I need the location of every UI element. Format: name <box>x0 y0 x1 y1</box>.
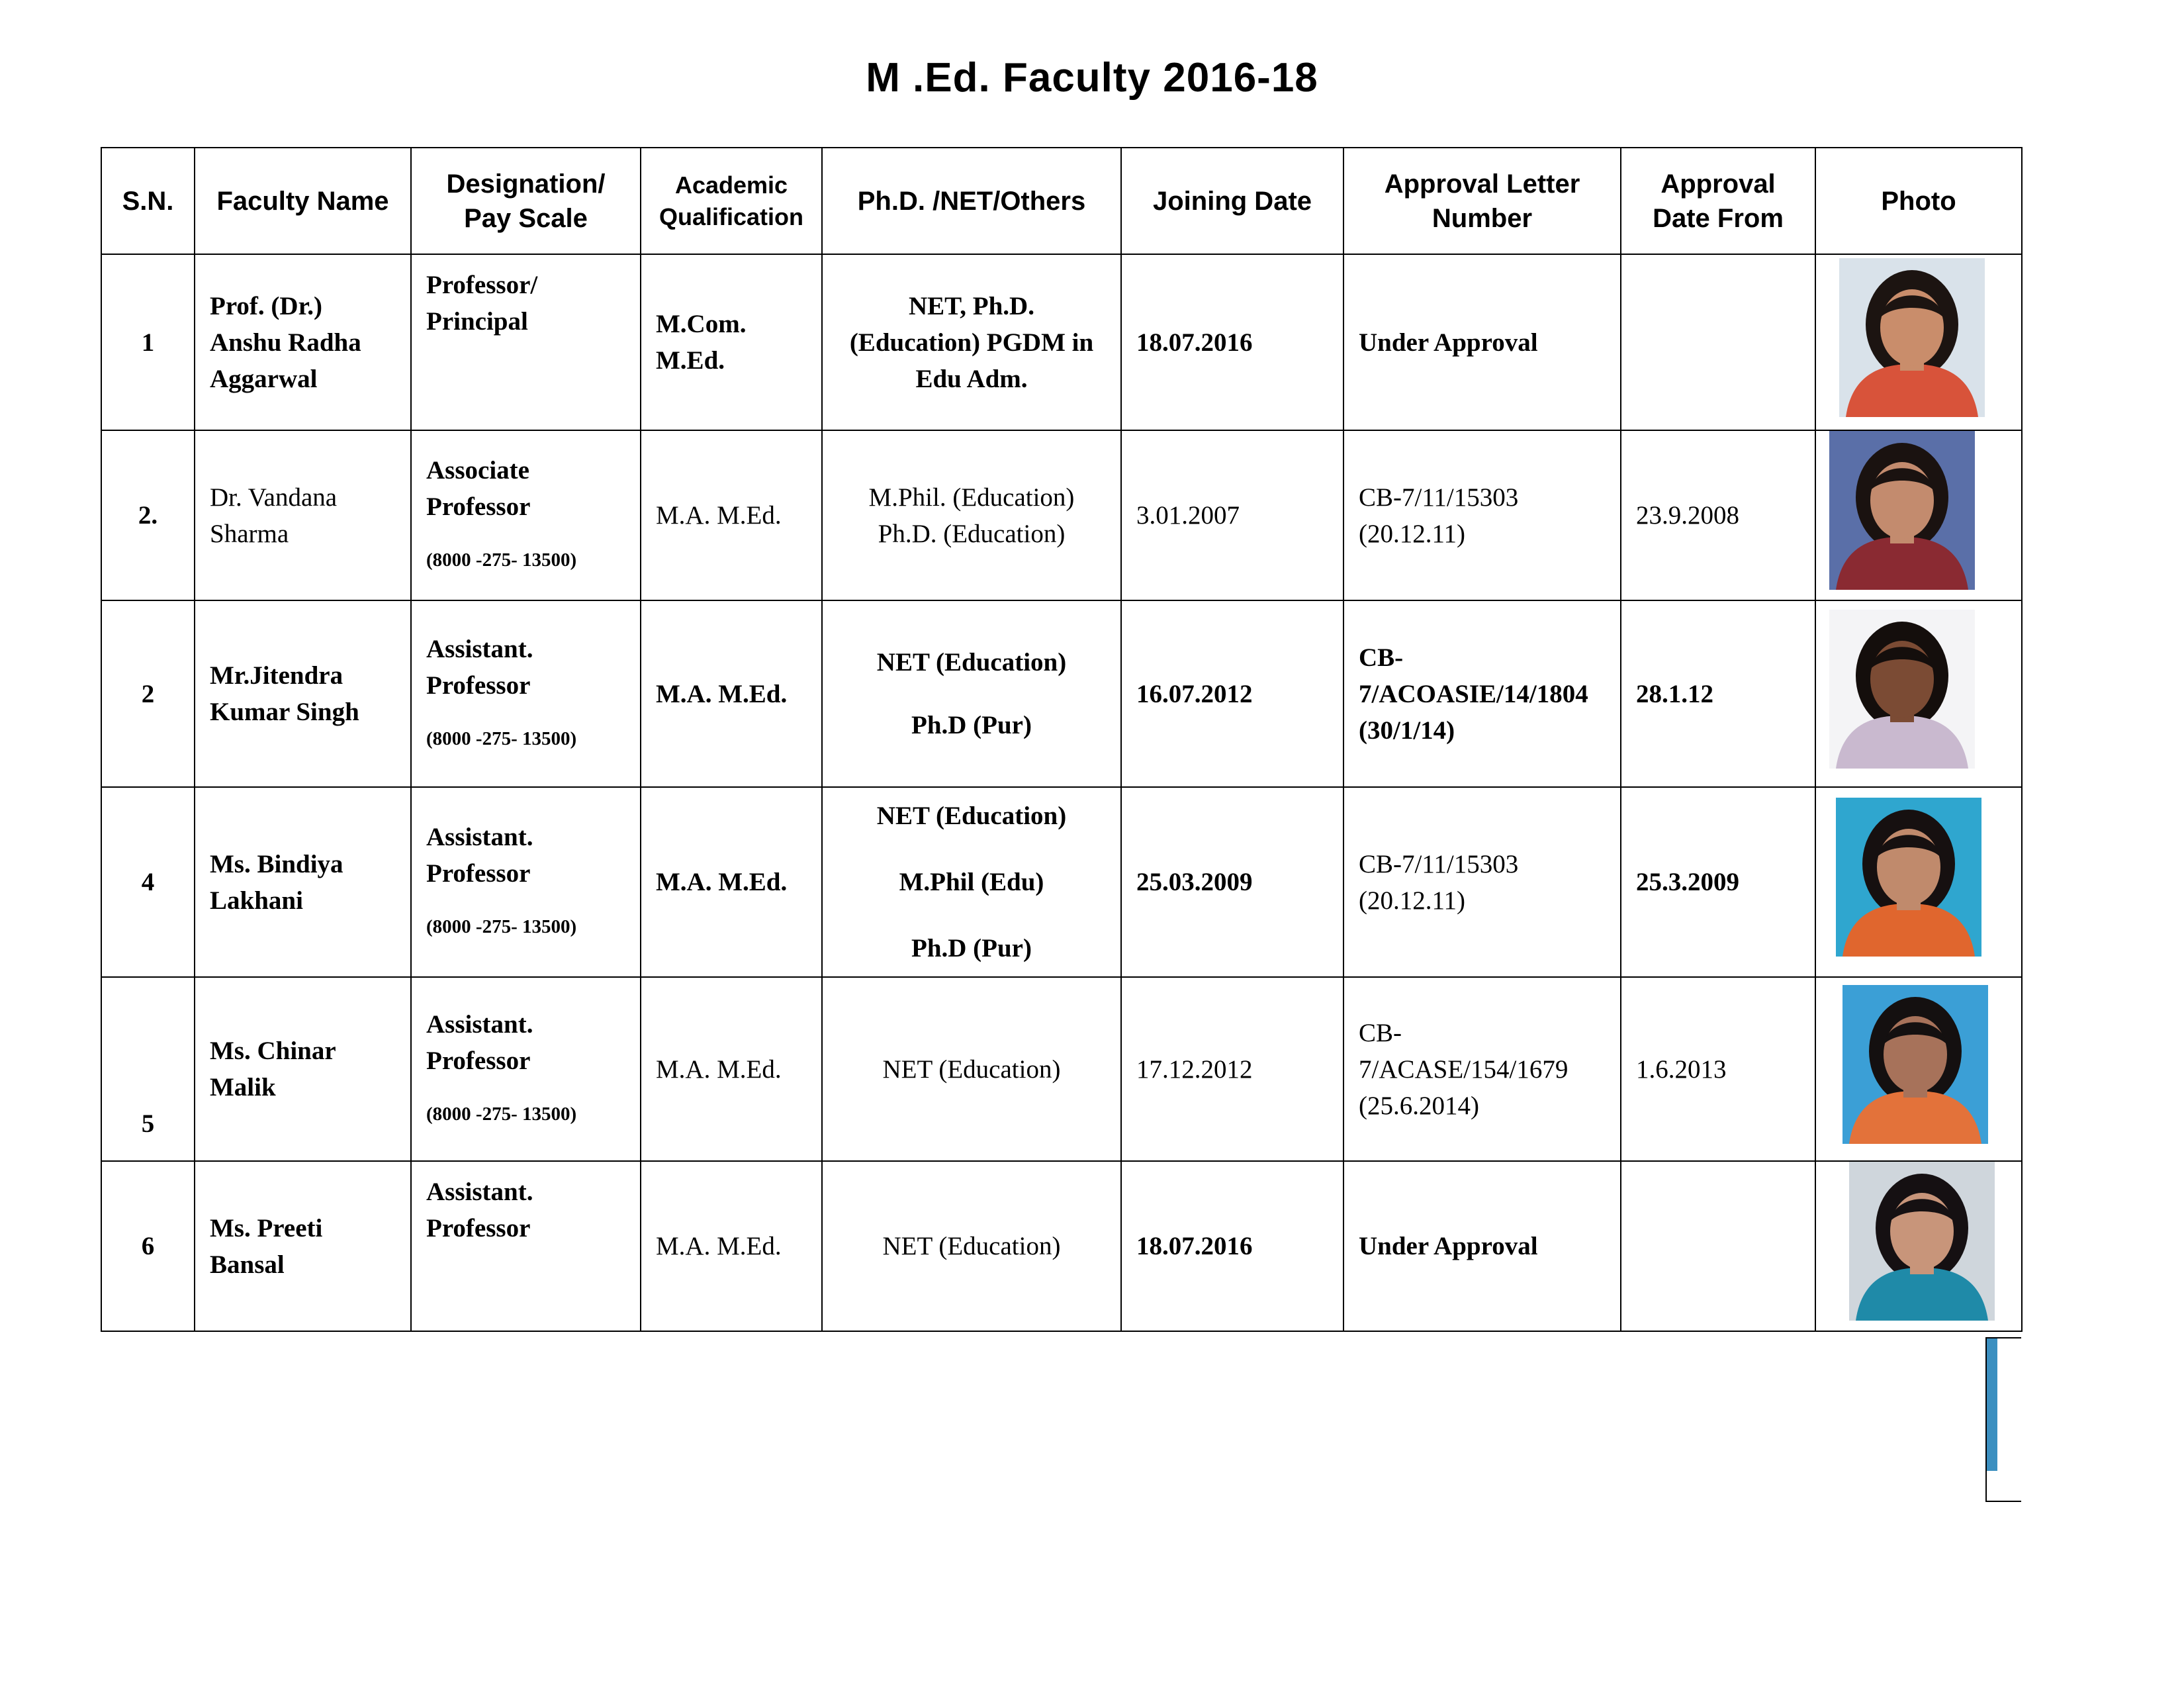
approval-date-cell: 23.9.2008 <box>1621 430 1815 600</box>
header-approval-date <box>1621 148 1815 254</box>
name-line: Ms. Chinar <box>210 1037 336 1065</box>
approval-letter-line: CB-7/11/15303 <box>1359 849 1519 878</box>
approval-letter-line: CB- <box>1359 1018 1402 1047</box>
page-edge-fragment <box>1985 1337 2021 1502</box>
approval-letter-cell <box>1343 430 1621 600</box>
header-designation-line1: Designation/ <box>446 169 606 199</box>
designation-line: Professor <box>426 1214 531 1243</box>
approval-letter-cell: Under Approval <box>1343 254 1621 430</box>
approval-date-cell <box>1621 1161 1815 1331</box>
phd-cell <box>822 430 1121 600</box>
header-academic-line1: Academic <box>674 171 788 199</box>
table-row <box>101 430 2022 600</box>
academic-cell: M.A. M.Ed. <box>641 977 822 1161</box>
joining-date-cell: 18.07.2016 <box>1121 1161 1343 1331</box>
academic-line: M.Com. <box>656 310 747 338</box>
faculty-table <box>101 147 2023 1332</box>
pay-scale: (8000 -275- 13500) <box>426 1103 577 1125</box>
approval-letter-cell: Under Approval <box>1343 1161 1621 1331</box>
designation-cell <box>411 430 641 600</box>
faculty-name-cell <box>195 977 411 1161</box>
approval-date-cell: 28.1.12 <box>1621 600 1815 787</box>
header-joining-date: Joining Date <box>1121 148 1343 254</box>
designation-line: Assistant. <box>426 634 533 663</box>
approval-letter-line: (30/1/14) <box>1359 716 1455 745</box>
joining-date-cell: 3.01.2007 <box>1121 430 1343 600</box>
designation-cell <box>411 254 641 430</box>
joining-date-cell: 17.12.2012 <box>1121 977 1343 1161</box>
designation-line: Assistant. <box>426 1178 533 1206</box>
faculty-photo <box>1829 610 1975 769</box>
header-approval-date-line1: Approval <box>1661 169 1776 199</box>
header-academic-line2: Qualification <box>659 203 804 230</box>
academic-cell <box>641 254 822 430</box>
sn-cell: 6 <box>101 1161 195 1331</box>
sn-cell: 4 <box>101 787 195 977</box>
header-designation-line2: Pay Scale <box>464 203 588 233</box>
designation-line: Assistant. <box>426 823 533 851</box>
phd-line: (Education) PGDM in <box>849 328 1094 357</box>
academic-cell: M.A. M.Ed. <box>641 1161 822 1331</box>
header-approval-letter-line2: Number <box>1432 203 1533 233</box>
pay-scale: (8000 -275- 13500) <box>426 549 577 571</box>
designation-line: Professor <box>426 1046 531 1075</box>
approval-letter-line: 7/ACOASIE/14/1804 <box>1359 679 1588 708</box>
designation-line: Professor <box>426 492 531 521</box>
approval-date-cell <box>1621 254 1815 430</box>
faculty-photo <box>1849 1162 1995 1321</box>
designation-cell <box>411 600 641 787</box>
faculty-name-cell <box>195 254 411 430</box>
phd-line: M.Phil (Edu) <box>899 867 1044 896</box>
academic-line: M.Ed. <box>656 346 725 375</box>
header-sn: S.N. <box>101 148 195 254</box>
photo-cell <box>1815 254 2022 430</box>
faculty-photo <box>1836 798 1981 957</box>
header-approval-letter-line1: Approval Letter <box>1384 169 1580 199</box>
table-row <box>101 977 2022 1161</box>
header-approval-date-line2: Date From <box>1653 203 1784 233</box>
faculty-name-cell <box>195 1161 411 1331</box>
name-line: Aggarwal <box>210 364 318 393</box>
faculty-photo <box>1839 258 1985 417</box>
sn-cell: 5 <box>101 977 195 1161</box>
photo-fragment <box>1987 1338 1997 1471</box>
academic-cell: M.A. M.Ed. <box>641 430 822 600</box>
photo-cell <box>1815 787 2022 977</box>
approval-date-cell: 1.6.2013 <box>1621 977 1815 1161</box>
designation-cell <box>411 1161 641 1331</box>
table-row <box>101 600 2022 787</box>
phd-line: M.Phil. (Education) <box>868 483 1075 512</box>
pay-scale: (8000 -275- 13500) <box>426 727 577 749</box>
header-row <box>101 148 2022 254</box>
sn-cell: 1 <box>101 254 195 430</box>
name-line: Malik <box>210 1073 276 1102</box>
header-faculty-name: Faculty Name <box>195 148 411 254</box>
phd-line: Ph.D. (Education) <box>878 519 1066 548</box>
name-line: Anshu Radha <box>210 328 361 357</box>
approval-letter-line: 7/ACASE/154/1679 <box>1359 1055 1569 1084</box>
pay-scale: (8000 -275- 13500) <box>426 916 577 937</box>
phd-cell <box>822 254 1121 430</box>
approval-letter-cell <box>1343 600 1621 787</box>
approval-letter-cell <box>1343 787 1621 977</box>
table-row <box>101 1161 2022 1331</box>
page-title: M .Ed. Faculty 2016-18 <box>866 55 1318 101</box>
name-line: Dr. Vandana <box>210 483 338 512</box>
header-phd: Ph.D. /NET/Others <box>822 148 1121 254</box>
designation-line: Professor <box>426 671 531 700</box>
faculty-name-cell <box>195 430 411 600</box>
academic-cell: M.A. M.Ed. <box>641 787 822 977</box>
approval-letter-line: (20.12.11) <box>1359 886 1466 915</box>
approval-letter-line: CB-7/11/15303 <box>1359 483 1519 512</box>
faculty-name-cell <box>195 600 411 787</box>
photo-cell <box>1815 977 2022 1161</box>
faculty-photo <box>1843 985 1988 1144</box>
designation-line: Associate <box>426 456 529 485</box>
approval-letter-line: (25.6.2014) <box>1359 1091 1479 1120</box>
joining-date-cell: 18.07.2016 <box>1121 254 1343 430</box>
approval-letter-line: CB- <box>1359 643 1404 672</box>
sn-cell: 2 <box>101 600 195 787</box>
joining-date-cell: 16.07.2012 <box>1121 600 1343 787</box>
approval-letter-cell <box>1343 977 1621 1161</box>
phd-line: Edu Adm. <box>915 364 1028 393</box>
header-photo: Photo <box>1815 148 2022 254</box>
header-academic <box>641 148 822 254</box>
designation-line: Professor/ <box>426 271 538 299</box>
phd-cell: NET (Education) <box>822 977 1121 1161</box>
phd-line: NET (Education) <box>876 648 1067 677</box>
name-line: Mr.Jitendra <box>210 661 343 690</box>
designation-line: Professor <box>426 859 531 888</box>
phd-cell <box>822 787 1121 977</box>
phd-line: Ph.D (Pur) <box>911 933 1032 962</box>
joining-date-cell: 25.03.2009 <box>1121 787 1343 977</box>
photo-cell <box>1815 600 2022 787</box>
photo-cell <box>1815 430 2022 600</box>
name-line: Kumar Singh <box>210 698 359 726</box>
photo-cell <box>1815 1161 2022 1331</box>
name-line: Prof. (Dr.) <box>210 291 323 320</box>
designation-cell <box>411 977 641 1161</box>
phd-cell: NET (Education) <box>822 1161 1121 1331</box>
designation-line: Assistant. <box>426 1009 533 1039</box>
name-line: Lakhani <box>210 886 303 915</box>
table-row <box>101 254 2022 430</box>
designation-cell <box>411 787 641 977</box>
approval-letter-line: (20.12.11) <box>1359 519 1466 548</box>
name-line: Ms. Preeti <box>210 1213 323 1243</box>
name-line: Sharma <box>210 519 289 548</box>
header-approval-letter <box>1343 148 1621 254</box>
academic-cell: M.A. M.Ed. <box>641 600 822 787</box>
table-row <box>101 787 2022 977</box>
phd-line: Ph.D (Pur) <box>911 711 1032 739</box>
header-designation <box>411 148 641 254</box>
sn-cell: 2. <box>101 430 195 600</box>
faculty-name-cell <box>195 787 411 977</box>
phd-line: NET, Ph.D. <box>909 291 1034 320</box>
approval-date-cell: 25.3.2009 <box>1621 787 1815 977</box>
name-line: Ms. Bindiya <box>210 849 343 878</box>
name-line: Bansal <box>210 1250 285 1279</box>
faculty-photo <box>1829 431 1975 590</box>
designation-line: Principal <box>426 307 528 336</box>
phd-cell <box>822 600 1121 787</box>
phd-line: NET (Education) <box>876 801 1067 830</box>
